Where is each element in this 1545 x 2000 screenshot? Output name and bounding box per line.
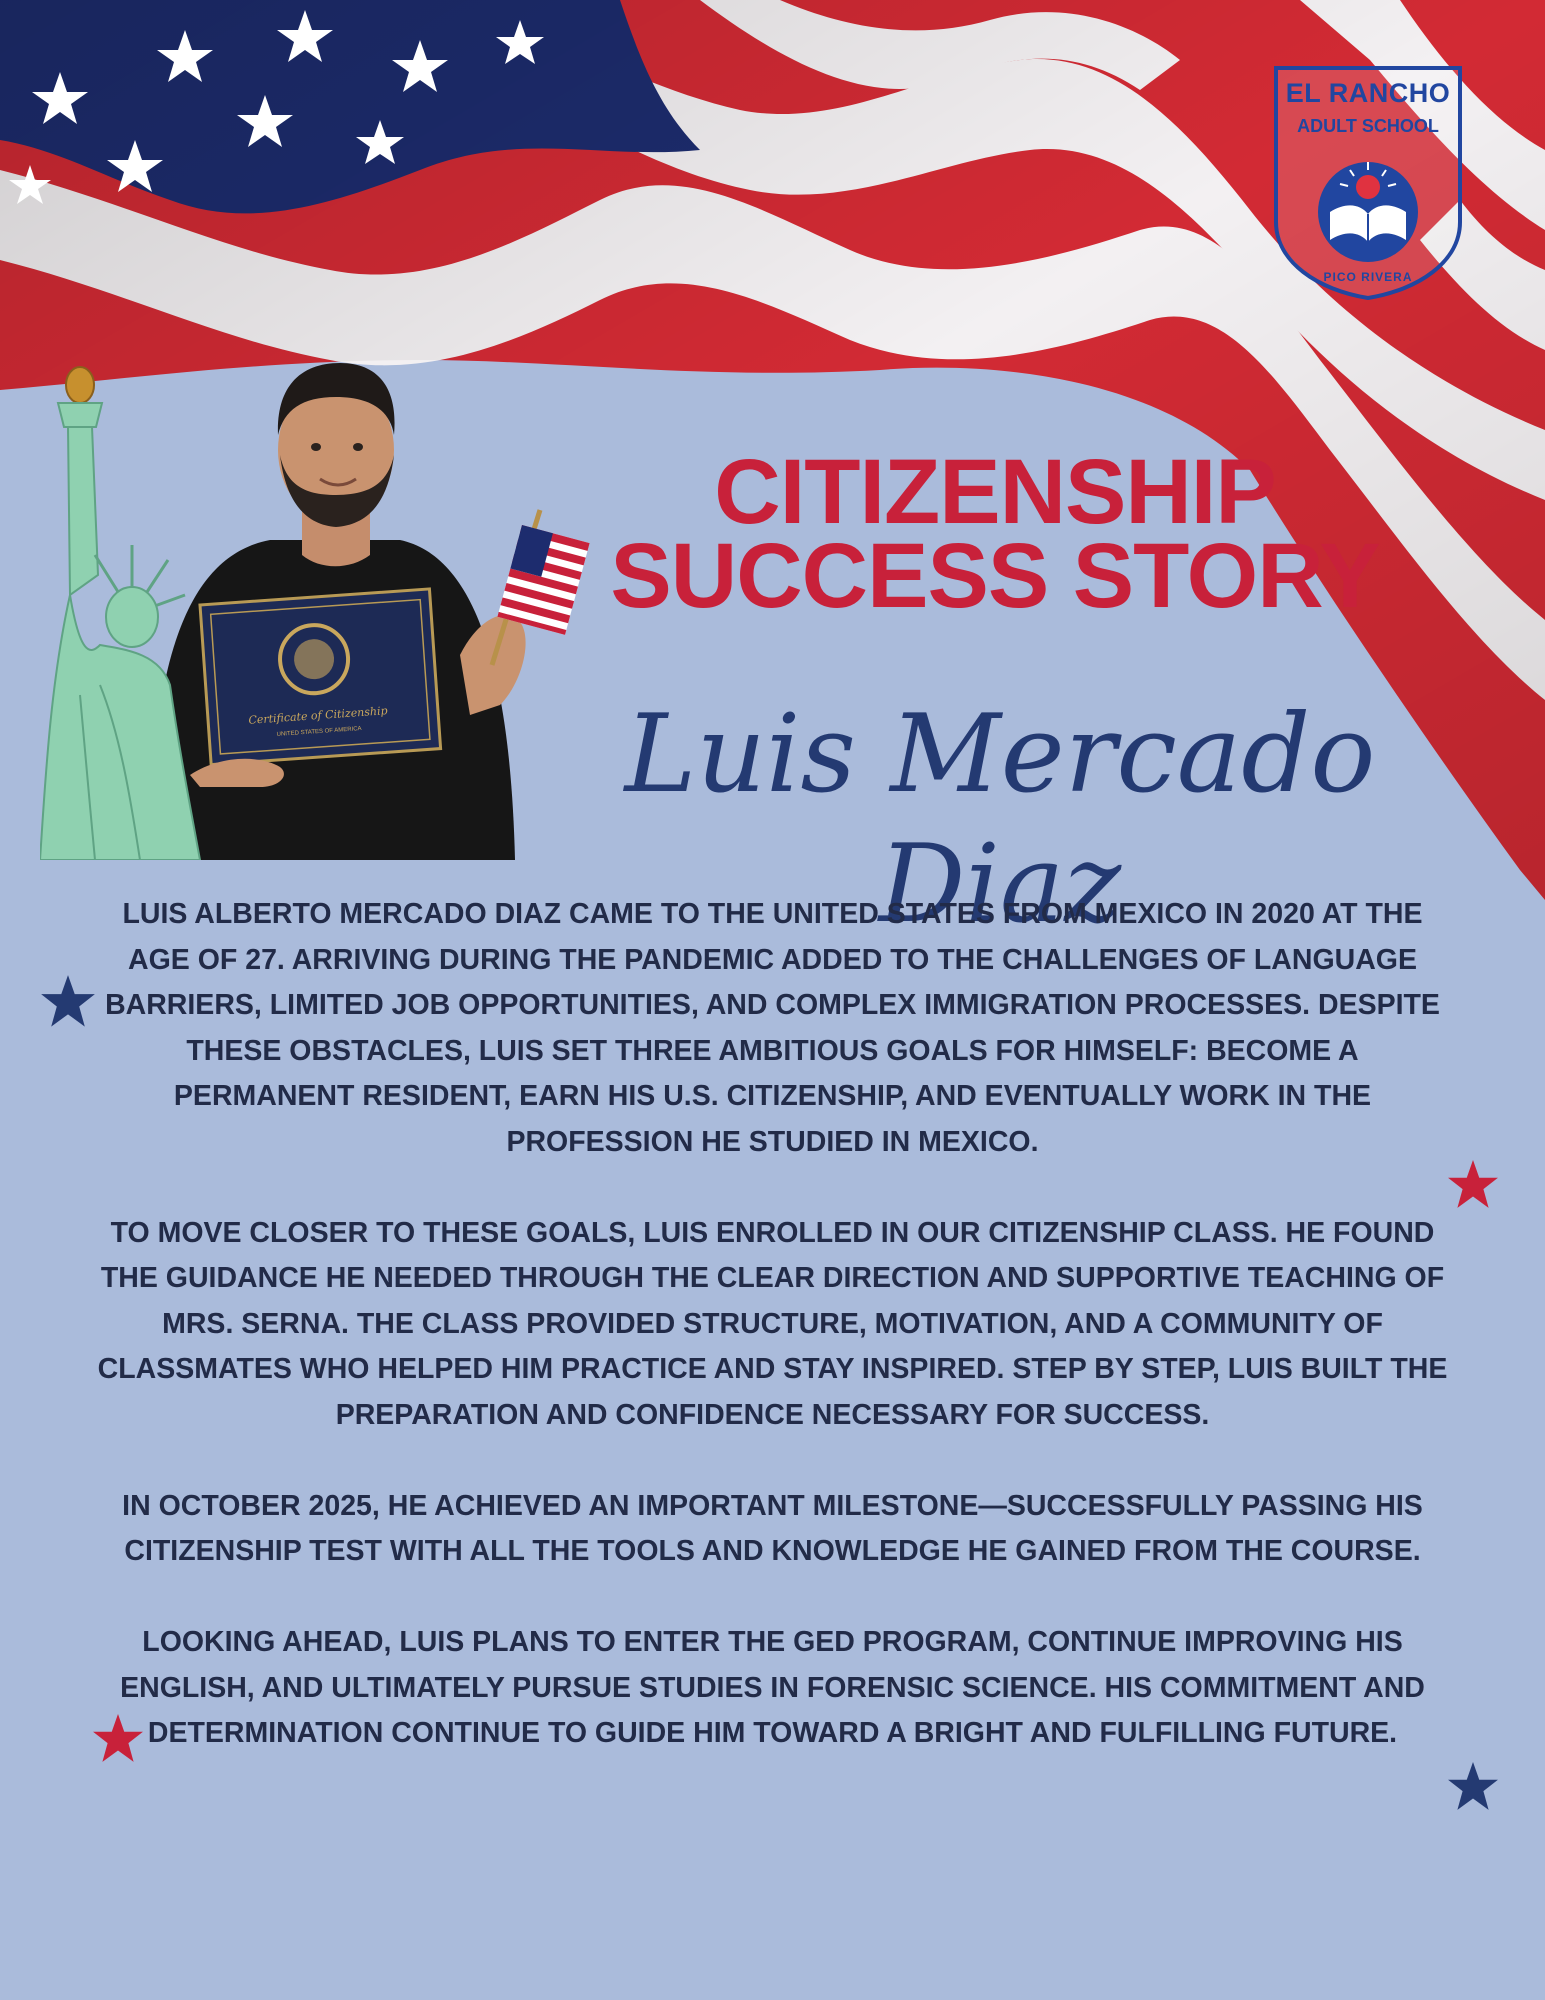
honoree-name: Luis Mercado Diaz	[624, 692, 1376, 947]
headline-line-2: SUCCESS STORY	[610, 525, 1380, 627]
star-icon	[40, 975, 96, 1029]
logo-title: EL RANCHO	[1285, 78, 1451, 108]
story-paragraph-3: IN OCTOBER 2025, HE ACHIEVED AN IMPORTANT MILESTONE—SUCCESSFULLY PASSING HIS CITIZENSHIP TEST WITH ALL THE TOOLS AND KNOWLEDGE HE GAINED FROM THE COURSE.	[122, 1489, 1423, 1567]
star-icon	[1447, 1160, 1499, 1210]
story-paragraph-2: TO MOVE CLOSER TO THESE GOALS, LUIS ENROLLED IN OUR CITIZENSHIP CLASS. HE FOUND THE GUIDANCE HE NEEDED THROUGH THE CLEAR DIRECTION AND SUPPORTIVE TEACHING OF MRS. SERNA. THE CLASS PROVIDED STRUCTURE, MOTIVATION, AND A COMMUNITY OF CLASSMATES WHO HELPED HIM PRACTICE AND STAY INSPIRED. STEP BY STEP, LUIS BUILT THE PREPARATION AND CONFIDENCE NECESSARY FOR SUCCESS.	[97, 1216, 1448, 1431]
story-paragraph-4: LOOKING AHEAD, LUIS PLANS TO ENTER THE GED PROGRAM, CONTINUE IMPROVING HIS ENGLISH, AND ULTIMATELY PURSUE STUDIES IN FORENSIC SCIENCE. HIS COMMITMENT AND DETERMINATION CONTINUE TO GUIDE HIM TOWARD A BRIGHT AND FULFILLING FUTURE.	[120, 1626, 1425, 1749]
certificate-subcaption: UNITED STATES OF AMERICA	[276, 726, 362, 738]
school-logo	[1268, 62, 1468, 302]
story-body	[95, 892, 1450, 1802]
story-paragraph-1: LUIS ALBERTO MERCADO DIAZ CAME TO THE UNITED STATES FROM MEXICO IN 2020 AT THE AGE OF 27. ARRIVING DURING THE PANDEMIC ADDED TO THE CHALLENGES OF LANGUAGE BARRIERS, LIMITED JOB OPPORTUNITIES, AND COMPLEX IMMIGRATION PROCESSES. DESPITE THESE OBSTACLES, LUIS SET THREE AMBITIOUS GOALS FOR HIMSELF: BECOME A PERMANENT RESIDENT, EARN HIS U.S. CITIZENSHIP, AND EVENTUALLY WORK IN THE PROFESSION HE STUDIED IN MEXICO.	[105, 898, 1440, 1158]
certificate-caption: Certificate of Citizenship	[248, 704, 388, 727]
star-icon	[1447, 1762, 1499, 1812]
headline	[600, 441, 1390, 627]
graduate-photo	[40, 355, 600, 860]
logo-subtitle: ADULT SCHOOL	[1297, 116, 1439, 136]
logo-location: PICO RIVERA	[1323, 270, 1413, 284]
headline-line-1: CITIZENSHIP	[714, 441, 1276, 543]
